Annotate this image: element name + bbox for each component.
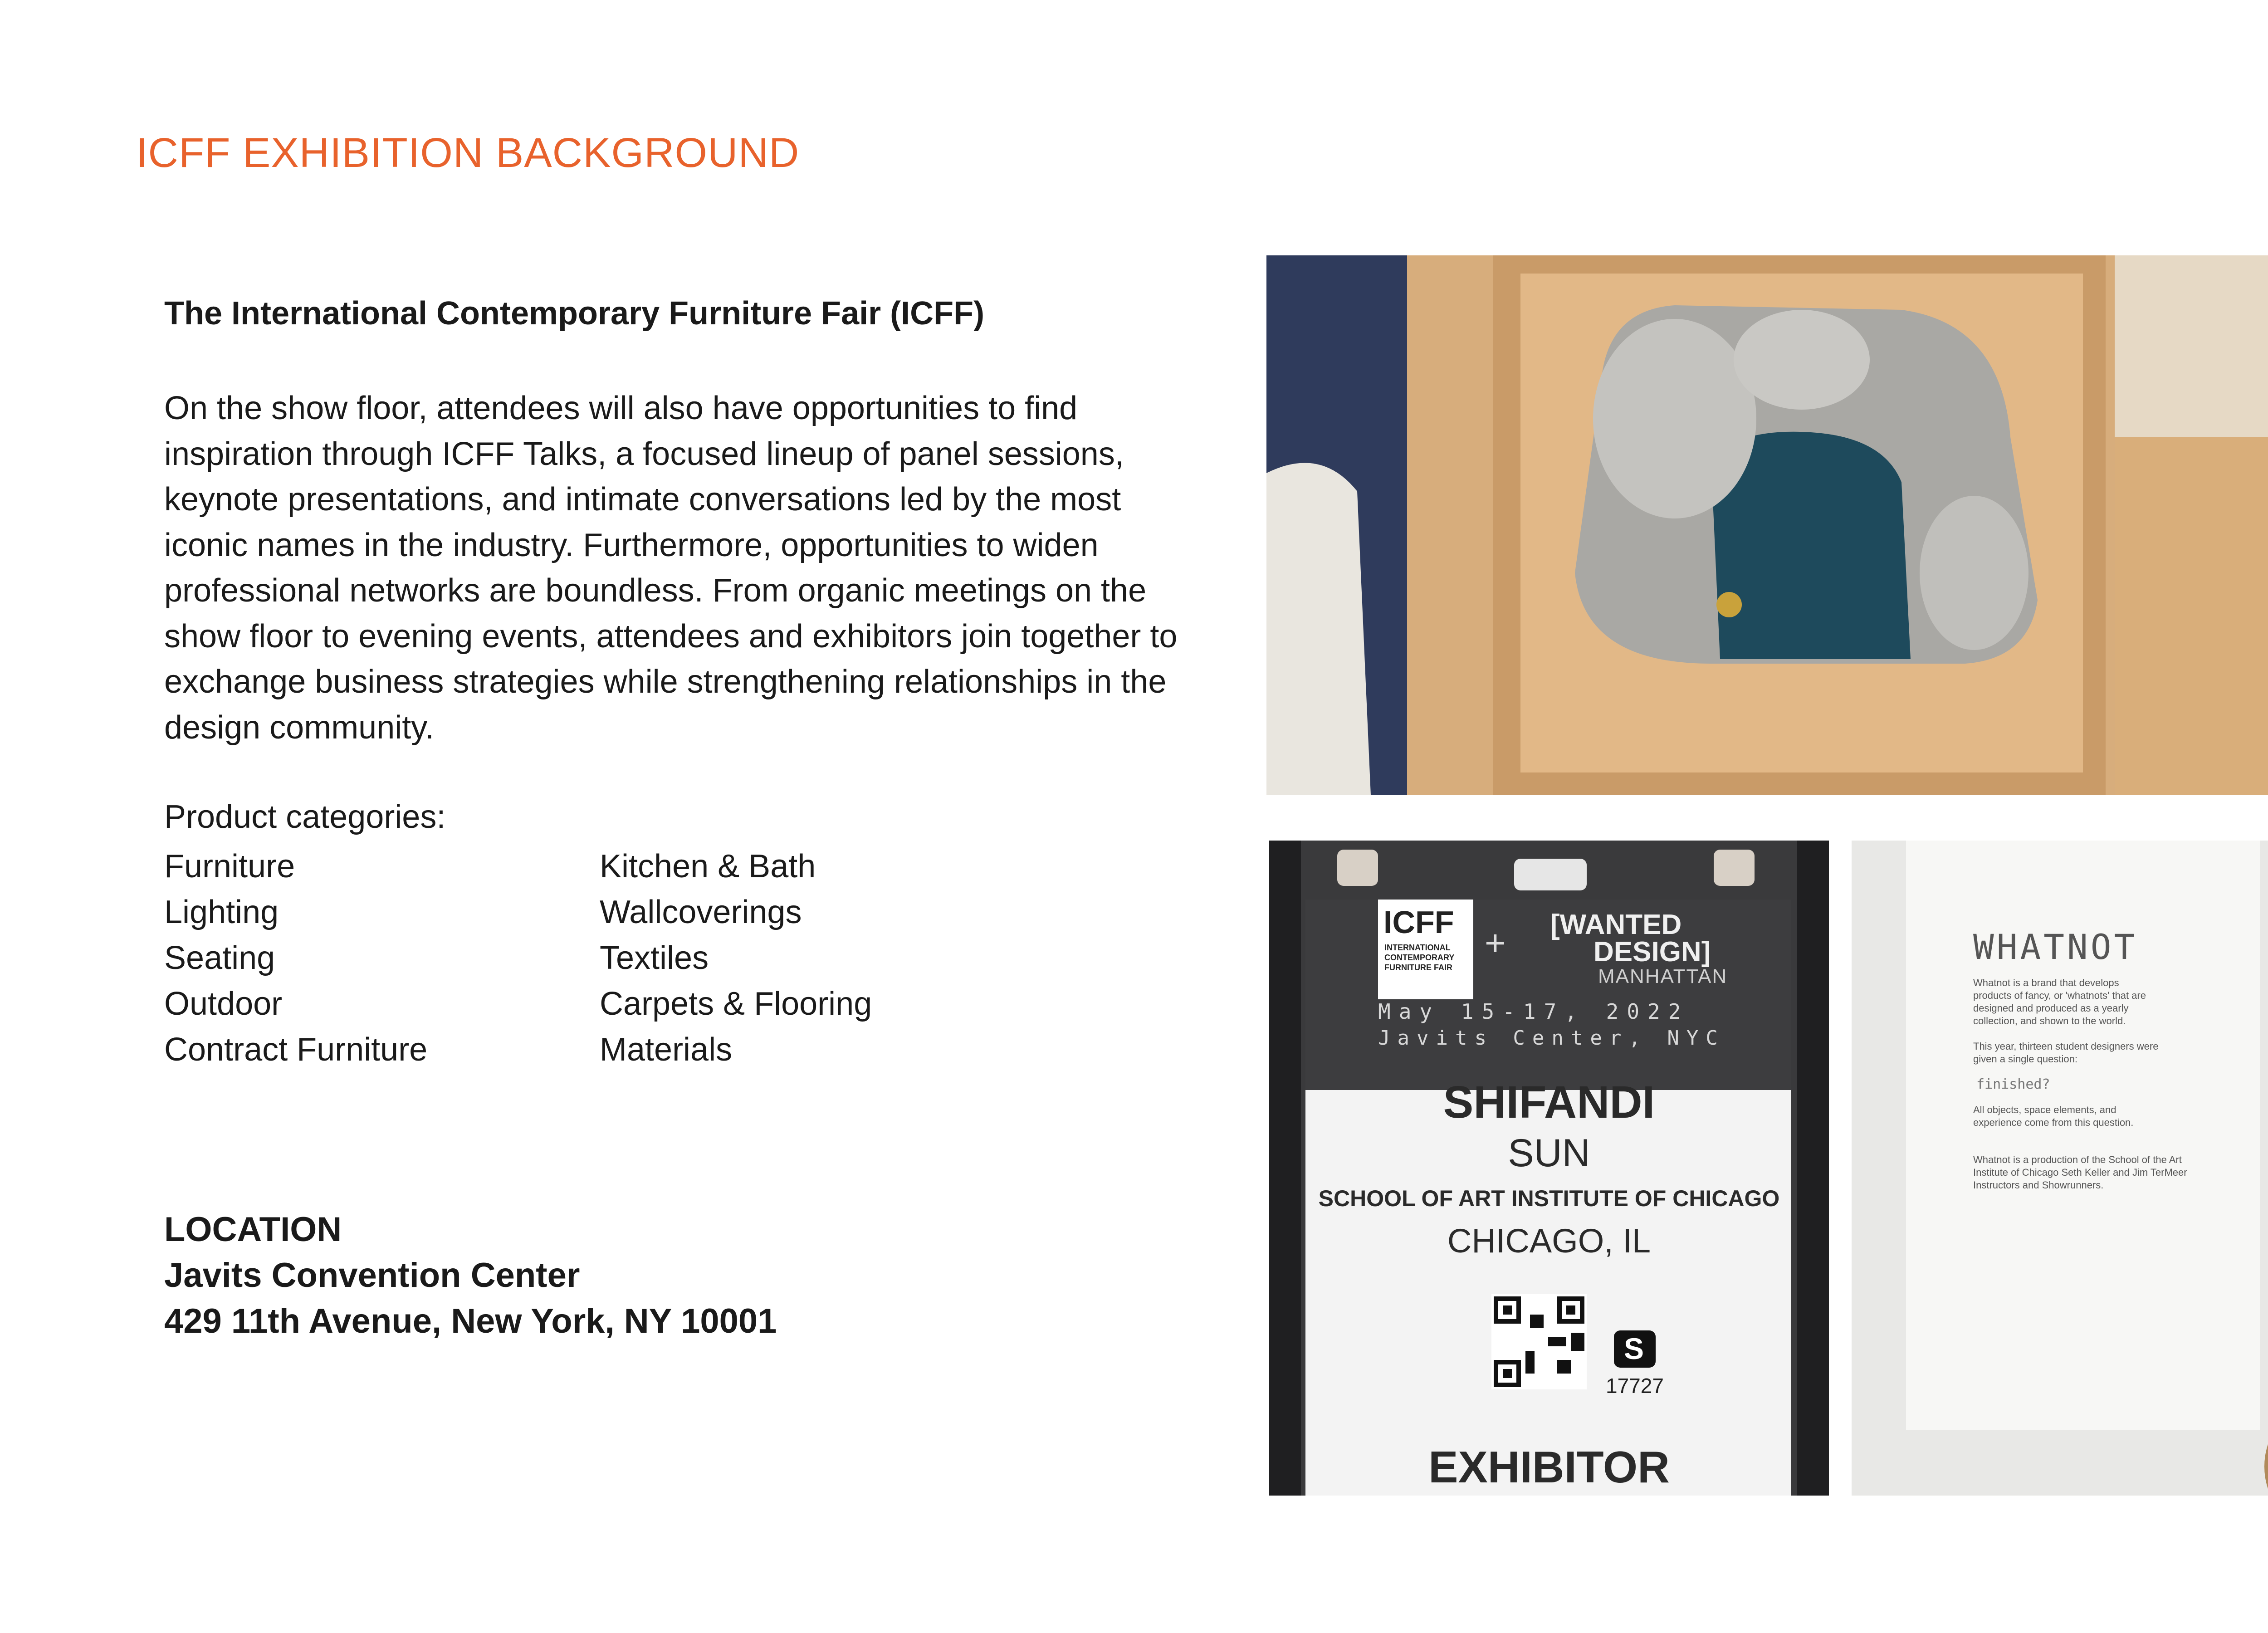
whatnot-question: finished? xyxy=(1976,1076,2050,1092)
category-item: Materials xyxy=(600,1032,733,1068)
category-item: Seating xyxy=(164,940,275,976)
badge-venue: Javits Center, NYC xyxy=(1378,1027,1725,1050)
exhibit-photo xyxy=(1266,255,2268,795)
location-address: 429 11th Avenue, New York, NY 10001 xyxy=(164,1302,777,1340)
badge-role: EXHIBITOR xyxy=(1428,1442,1670,1492)
badge-s-logo: S xyxy=(1624,1332,1644,1365)
category-item: Kitchen & Bath xyxy=(600,848,816,885)
badge-photo xyxy=(1269,841,1829,1496)
description-paragraph: On the show floor, attendees will also have opportunities to find inspiration through ICFF Talks, a focused lineup of panel sessions, keynote presentations, and intimate conversations led by the most iconic names in the industry. Furthermore, opportunities to widen professional networks are boundless. From organic meetings on the show floor to evening events, attendees and exhibitors join together to exchange business strategies while strengthening relationships in the design community. xyxy=(164,390,1178,746)
exhibit-sculpture-illustration xyxy=(1266,255,2268,795)
whatnot-paragraph-1: Whatnot is a brand that develops products of fancy, or 'whatnots' that are designed and produced as a yearly collection, and shown to the world. xyxy=(1973,977,2146,1027)
badge-icff-subtitle: INTERNATIONAL CONTEMPORARY FURNITURE FAIR xyxy=(1384,943,1455,972)
location-venue: Javits Convention Center xyxy=(164,1256,580,1295)
badge-partner-line1: [WANTED xyxy=(1550,909,1682,940)
whatnot-title: WHATNOT xyxy=(1973,927,2138,967)
badge-partner-line2: DESIGN] xyxy=(1593,936,1711,968)
category-item: Lighting xyxy=(164,894,279,930)
category-item: Contract Furniture xyxy=(164,1032,428,1068)
badge-partner-line3: MANHATTAN xyxy=(1598,965,1728,988)
whatnot-paragraph-3: All objects, space elements, and experience come from this question. xyxy=(1973,1104,2134,1128)
fair-title: The International Contemporary Furniture Fair (ICFF) xyxy=(164,295,985,332)
badge-plus: + xyxy=(1485,923,1506,963)
location-block xyxy=(164,1207,777,1344)
category-item: Wallcoverings xyxy=(600,894,802,930)
category-item: Furniture xyxy=(164,848,295,885)
location-heading: LOCATION xyxy=(164,1210,342,1249)
badge-icff-logo: ICFF xyxy=(1383,905,1454,940)
badge-school: SCHOOL OF ART INSTITUTE OF CHICAGO xyxy=(1318,1186,1780,1211)
category-item: Outdoor xyxy=(164,986,283,1022)
page-title: ICFF EXHIBITION BACKGROUND xyxy=(136,130,800,176)
categories-heading: Product categories: xyxy=(164,799,446,835)
whatnot-poster-photo xyxy=(1852,841,2268,1496)
whatnot-paragraph-2: This year, thirteen student designers were given a single question: xyxy=(1973,1041,2159,1065)
badge-first-name: SHIFANDI xyxy=(1443,1077,1655,1128)
categories-column-1 xyxy=(164,844,427,1073)
categories-column-2 xyxy=(600,844,872,1073)
whatnot-paragraph-4: Whatnot is a production of the School of the Art Institute of Chicago Seth Keller and Jim TerMeer Instructors and Showrunners. xyxy=(1973,1154,2187,1191)
category-item: Textiles xyxy=(600,940,709,976)
badge-city: CHICAGO, IL xyxy=(1447,1222,1651,1260)
badge-last-name: SUN xyxy=(1508,1131,1590,1175)
category-item: Carpets & Flooring xyxy=(600,986,872,1022)
badge-number: 17727 xyxy=(1606,1374,1664,1398)
badge-dates: May 15-17, 2022 xyxy=(1378,999,1689,1024)
